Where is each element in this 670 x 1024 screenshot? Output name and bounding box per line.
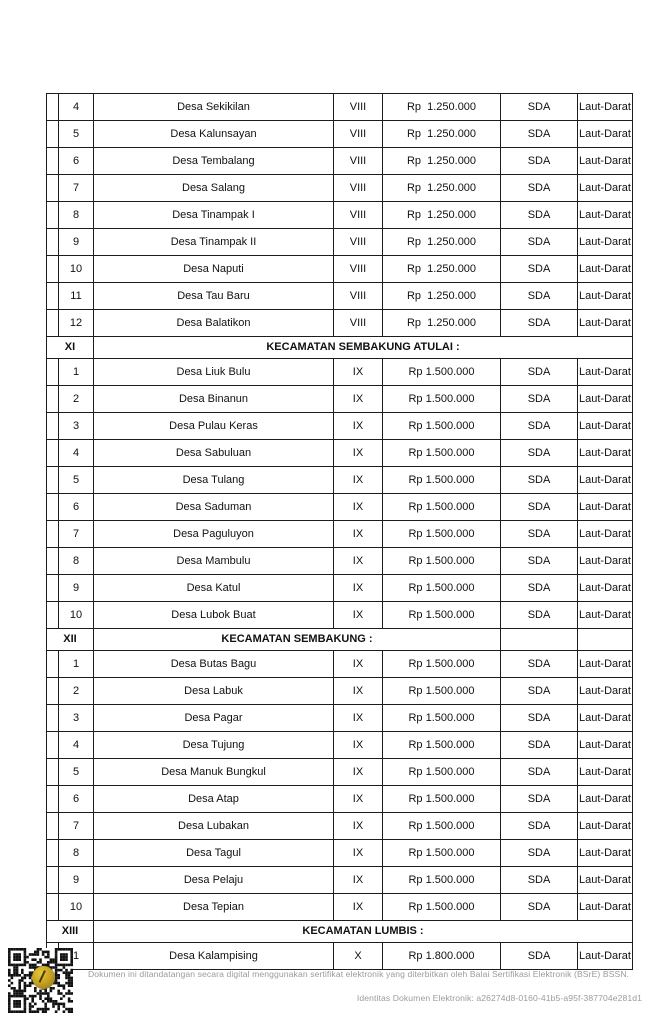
- row-number-cell: 2: [59, 678, 94, 705]
- row-number-cell: 1: [59, 651, 94, 678]
- source-cell: SDA: [501, 521, 578, 548]
- margin-cell: [47, 440, 59, 467]
- margin-cell: [47, 229, 59, 256]
- amount-cell: Rp 1.500.000: [383, 602, 501, 629]
- row-number-cell: 10: [59, 894, 94, 921]
- village-name-cell: Desa Pulau Keras: [94, 413, 334, 440]
- village-name-cell: Desa Kalunsayan: [94, 121, 334, 148]
- amount-cell: Rp 1.250.000: [383, 148, 501, 175]
- area-cell: Laut-Darat: [578, 943, 633, 970]
- village-name-cell: Desa Saduman: [94, 494, 334, 521]
- margin-cell: [47, 202, 59, 229]
- margin-cell: [47, 867, 59, 894]
- classification-cell: IX: [334, 813, 383, 840]
- table-row: [47, 283, 633, 310]
- row-number-cell: 6: [59, 148, 94, 175]
- village-name-cell: Desa Labuk: [94, 678, 334, 705]
- bssn-gold-seal-icon: [32, 966, 55, 989]
- area-cell: Laut-Darat: [578, 548, 633, 575]
- classification-cell: VIII: [334, 283, 383, 310]
- classification-cell: IX: [334, 386, 383, 413]
- margin-cell: [47, 413, 59, 440]
- margin-cell: [47, 283, 59, 310]
- margin-cell: [47, 786, 59, 813]
- village-name-cell: Desa Sekikilan: [94, 94, 334, 121]
- row-number-cell: 4: [59, 440, 94, 467]
- amount-cell: Rp 1.500.000: [383, 494, 501, 521]
- village-name-cell: Desa Salang: [94, 175, 334, 202]
- table-row: [47, 440, 633, 467]
- row-number-cell: 8: [59, 840, 94, 867]
- source-cell: SDA: [501, 840, 578, 867]
- amount-cell: Rp 1.500.000: [383, 548, 501, 575]
- source-cell: SDA: [501, 283, 578, 310]
- source-cell: SDA: [501, 575, 578, 602]
- margin-cell: [47, 386, 59, 413]
- village-name-cell: Desa Tulang: [94, 467, 334, 494]
- row-number-cell: 11: [59, 283, 94, 310]
- row-number-cell: 7: [59, 813, 94, 840]
- margin-cell: [47, 359, 59, 386]
- classification-cell: VIII: [334, 310, 383, 337]
- amount-cell: Rp 1.500.000: [383, 759, 501, 786]
- table-row: [47, 840, 633, 867]
- village-name-cell: Desa Tembalang: [94, 148, 334, 175]
- amount-cell: Rp 1.250.000: [383, 283, 501, 310]
- village-name-cell: Desa Pelaju: [94, 867, 334, 894]
- area-cell: Laut-Darat: [578, 786, 633, 813]
- amount-cell: Rp 1.500.000: [383, 575, 501, 602]
- table-row: [47, 386, 633, 413]
- source-cell: SDA: [501, 494, 578, 521]
- classification-cell: VIII: [334, 202, 383, 229]
- margin-cell: [47, 894, 59, 921]
- village-allocation-table: [46, 93, 633, 970]
- classification-cell: IX: [334, 575, 383, 602]
- village-name-cell: Desa Kalampising: [94, 943, 334, 970]
- amount-cell: Rp 1.500.000: [383, 359, 501, 386]
- row-number-cell: 9: [59, 575, 94, 602]
- area-cell: Laut-Darat: [578, 175, 633, 202]
- area-cell: Laut-Darat: [578, 202, 633, 229]
- table-row: [47, 494, 633, 521]
- row-number-cell: 4: [59, 732, 94, 759]
- village-name-cell: Desa Manuk Bungkul: [94, 759, 334, 786]
- village-name-cell: Desa Balatikon: [94, 310, 334, 337]
- area-cell: Laut-Darat: [578, 467, 633, 494]
- classification-cell: VIII: [334, 256, 383, 283]
- village-name-cell: Desa Mambulu: [94, 548, 334, 575]
- table-row: [47, 256, 633, 283]
- amount-cell: Rp 1.500.000: [383, 813, 501, 840]
- row-number-cell: 10: [59, 256, 94, 283]
- area-cell: Laut-Darat: [578, 148, 633, 175]
- amount-cell: Rp 1.500.000: [383, 678, 501, 705]
- source-cell: SDA: [501, 256, 578, 283]
- row-number-cell: 1: [59, 943, 94, 970]
- table-row: [47, 705, 633, 732]
- table-row: [47, 651, 633, 678]
- row-number-cell: 7: [59, 521, 94, 548]
- row-number-cell: 5: [59, 467, 94, 494]
- area-cell: Laut-Darat: [578, 413, 633, 440]
- source-cell: SDA: [501, 121, 578, 148]
- amount-cell: Rp 1.500.000: [383, 386, 501, 413]
- classification-cell: IX: [334, 494, 383, 521]
- table-row: [47, 943, 633, 970]
- table-row: [47, 148, 633, 175]
- table-row: [47, 202, 633, 229]
- amount-cell: Rp 1.250.000: [383, 94, 501, 121]
- village-name-cell: Desa Tinampak II: [94, 229, 334, 256]
- section-header-row: [47, 337, 633, 359]
- village-name-cell: Desa Katul: [94, 575, 334, 602]
- table-row: [47, 521, 633, 548]
- margin-cell: [47, 732, 59, 759]
- village-name-cell: Desa Sabuluan: [94, 440, 334, 467]
- margin-cell: [47, 813, 59, 840]
- empty-cell: [501, 629, 578, 651]
- row-number-cell: 9: [59, 867, 94, 894]
- source-cell: SDA: [501, 813, 578, 840]
- village-name-cell: Desa Tinampak I: [94, 202, 334, 229]
- area-cell: Laut-Darat: [578, 867, 633, 894]
- margin-cell: [47, 575, 59, 602]
- table-row: [47, 867, 633, 894]
- classification-cell: IX: [334, 440, 383, 467]
- row-number-cell: 4: [59, 94, 94, 121]
- village-name-cell: Desa Naputi: [94, 256, 334, 283]
- row-number-cell: 9: [59, 229, 94, 256]
- area-cell: Laut-Darat: [578, 575, 633, 602]
- margin-cell: [47, 467, 59, 494]
- margin-cell: [47, 651, 59, 678]
- area-cell: Laut-Darat: [578, 651, 633, 678]
- table-row: [47, 786, 633, 813]
- row-number-cell: 3: [59, 413, 94, 440]
- row-number-cell: 7: [59, 175, 94, 202]
- source-cell: SDA: [501, 732, 578, 759]
- area-cell: Laut-Darat: [578, 256, 633, 283]
- village-name-cell: Desa Paguluyon: [94, 521, 334, 548]
- amount-cell: Rp 1.500.000: [383, 705, 501, 732]
- amount-cell: Rp 1.500.000: [383, 867, 501, 894]
- classification-cell: IX: [334, 894, 383, 921]
- classification-cell: VIII: [334, 148, 383, 175]
- row-number-cell: 3: [59, 705, 94, 732]
- table-row: [47, 759, 633, 786]
- source-cell: SDA: [501, 705, 578, 732]
- village-name-cell: Desa Tau Baru: [94, 283, 334, 310]
- source-cell: SDA: [501, 310, 578, 337]
- classification-cell: IX: [334, 840, 383, 867]
- classification-cell: IX: [334, 467, 383, 494]
- row-number-cell: 2: [59, 386, 94, 413]
- row-number-cell: 5: [59, 759, 94, 786]
- amount-cell: Rp 1.500.000: [383, 732, 501, 759]
- area-cell: Laut-Darat: [578, 359, 633, 386]
- margin-cell: [47, 256, 59, 283]
- row-number-cell: 6: [59, 494, 94, 521]
- source-cell: SDA: [501, 602, 578, 629]
- table-row: [47, 575, 633, 602]
- amount-cell: Rp 1.500.000: [383, 786, 501, 813]
- source-cell: SDA: [501, 759, 578, 786]
- amount-cell: Rp 1.500.000: [383, 467, 501, 494]
- amount-cell: Rp 1.250.000: [383, 229, 501, 256]
- area-cell: Laut-Darat: [578, 602, 633, 629]
- area-cell: Laut-Darat: [578, 494, 633, 521]
- area-cell: Laut-Darat: [578, 759, 633, 786]
- row-number-cell: 12: [59, 310, 94, 337]
- table-row: [47, 175, 633, 202]
- margin-cell: [47, 521, 59, 548]
- table-row: [47, 229, 633, 256]
- margin-cell: [47, 602, 59, 629]
- source-cell: SDA: [501, 440, 578, 467]
- classification-cell: X: [334, 943, 383, 970]
- area-cell: Laut-Darat: [578, 813, 633, 840]
- source-cell: SDA: [501, 867, 578, 894]
- classification-cell: IX: [334, 651, 383, 678]
- table-row: [47, 413, 633, 440]
- village-name-cell: Desa Liuk Bulu: [94, 359, 334, 386]
- classification-cell: IX: [334, 759, 383, 786]
- margin-cell: [47, 840, 59, 867]
- table-row: [47, 548, 633, 575]
- source-cell: SDA: [501, 786, 578, 813]
- amount-cell: Rp 1.500.000: [383, 440, 501, 467]
- margin-cell: [47, 759, 59, 786]
- amount-cell: Rp 1.250.000: [383, 310, 501, 337]
- area-cell: Laut-Darat: [578, 283, 633, 310]
- section-title-cell: KECAMATAN SEMBAKUNG :: [94, 629, 501, 651]
- area-cell: Laut-Darat: [578, 94, 633, 121]
- margin-cell: [47, 310, 59, 337]
- classification-cell: IX: [334, 678, 383, 705]
- table-row: [47, 602, 633, 629]
- area-cell: Laut-Darat: [578, 705, 633, 732]
- margin-cell: [47, 175, 59, 202]
- empty-cell: [578, 629, 633, 651]
- area-cell: Laut-Darat: [578, 440, 633, 467]
- classification-cell: IX: [334, 548, 383, 575]
- area-cell: Laut-Darat: [578, 894, 633, 921]
- classification-cell: VIII: [334, 175, 383, 202]
- section-title-cell: KECAMATAN LUMBIS :: [94, 921, 633, 943]
- source-cell: SDA: [501, 229, 578, 256]
- signature-disclaimer-text: Dokumen ini ditandatangan secara digital menggunakan sertifikat elektronik yang diterbitkan oleh Balai Sertifikasi Elektronik (BSrE) BSSN.: [88, 969, 630, 979]
- source-cell: SDA: [501, 202, 578, 229]
- table-row: [47, 467, 633, 494]
- amount-cell: Rp 1.250.000: [383, 256, 501, 283]
- classification-cell: VIII: [334, 94, 383, 121]
- table-row: [47, 732, 633, 759]
- amount-cell: Rp 1.800.000: [383, 943, 501, 970]
- area-cell: Laut-Darat: [578, 121, 633, 148]
- section-header-row: [47, 921, 633, 943]
- amount-cell: Rp 1.500.000: [383, 894, 501, 921]
- section-title-cell: KECAMATAN SEMBAKUNG ATULAI :: [94, 337, 633, 359]
- table-row: [47, 813, 633, 840]
- source-cell: SDA: [501, 548, 578, 575]
- classification-cell: IX: [334, 521, 383, 548]
- amount-cell: Rp 1.500.000: [383, 651, 501, 678]
- classification-cell: IX: [334, 867, 383, 894]
- classification-cell: VIII: [334, 121, 383, 148]
- source-cell: SDA: [501, 413, 578, 440]
- village-name-cell: Desa Pagar: [94, 705, 334, 732]
- classification-cell: IX: [334, 786, 383, 813]
- row-number-cell: 6: [59, 786, 94, 813]
- margin-cell: [47, 121, 59, 148]
- row-number-cell: 10: [59, 602, 94, 629]
- table-body: [47, 94, 633, 970]
- seal-mark: [39, 970, 51, 985]
- village-name-cell: Desa Tujung: [94, 732, 334, 759]
- source-cell: SDA: [501, 678, 578, 705]
- source-cell: SDA: [501, 148, 578, 175]
- area-cell: Laut-Darat: [578, 678, 633, 705]
- section-number-cell: XI: [47, 337, 94, 359]
- margin-cell: [47, 548, 59, 575]
- margin-cell: [47, 494, 59, 521]
- amount-cell: Rp 1.500.000: [383, 413, 501, 440]
- classification-cell: VIII: [334, 229, 383, 256]
- classification-cell: IX: [334, 705, 383, 732]
- amount-cell: Rp 1.250.000: [383, 175, 501, 202]
- area-cell: Laut-Darat: [578, 521, 633, 548]
- source-cell: SDA: [501, 894, 578, 921]
- section-header-row: [47, 629, 633, 651]
- margin-cell: [47, 678, 59, 705]
- amount-cell: Rp 1.500.000: [383, 840, 501, 867]
- row-number-cell: 8: [59, 548, 94, 575]
- amount-cell: Rp 1.250.000: [383, 202, 501, 229]
- source-cell: SDA: [501, 467, 578, 494]
- classification-cell: IX: [334, 359, 383, 386]
- section-number-cell: XII: [47, 629, 94, 651]
- area-cell: Laut-Darat: [578, 386, 633, 413]
- source-cell: SDA: [501, 94, 578, 121]
- margin-cell: [47, 705, 59, 732]
- source-cell: SDA: [501, 943, 578, 970]
- village-name-cell: Desa Tagul: [94, 840, 334, 867]
- source-cell: SDA: [501, 359, 578, 386]
- amount-cell: Rp 1.250.000: [383, 121, 501, 148]
- village-name-cell: Desa Butas Bagu: [94, 651, 334, 678]
- table-row: [47, 894, 633, 921]
- margin-cell: [47, 148, 59, 175]
- section-number-cell: XIII: [47, 921, 94, 943]
- village-name-cell: Desa Binanun: [94, 386, 334, 413]
- row-number-cell: 1: [59, 359, 94, 386]
- row-number-cell: 8: [59, 202, 94, 229]
- source-cell: SDA: [501, 651, 578, 678]
- amount-cell: Rp 1.500.000: [383, 521, 501, 548]
- village-name-cell: Desa Lubok Buat: [94, 602, 334, 629]
- table-row: [47, 678, 633, 705]
- source-cell: SDA: [501, 386, 578, 413]
- area-cell: Laut-Darat: [578, 840, 633, 867]
- row-number-cell: 5: [59, 121, 94, 148]
- area-cell: Laut-Darat: [578, 310, 633, 337]
- source-cell: SDA: [501, 175, 578, 202]
- document-identity-text: Identitas Dokumen Elektronik: a26274d8-0160-41b5-a95f-387704e281d1: [356, 993, 642, 1003]
- table-row: [47, 94, 633, 121]
- classification-cell: IX: [334, 732, 383, 759]
- margin-cell: [47, 94, 59, 121]
- classification-cell: IX: [334, 602, 383, 629]
- village-name-cell: Desa Atap: [94, 786, 334, 813]
- village-name-cell: Desa Lubakan: [94, 813, 334, 840]
- table-row: [47, 121, 633, 148]
- village-name-cell: Desa Tepian: [94, 894, 334, 921]
- area-cell: Laut-Darat: [578, 229, 633, 256]
- table-row: [47, 310, 633, 337]
- table-row: [47, 359, 633, 386]
- classification-cell: IX: [334, 413, 383, 440]
- area-cell: Laut-Darat: [578, 732, 633, 759]
